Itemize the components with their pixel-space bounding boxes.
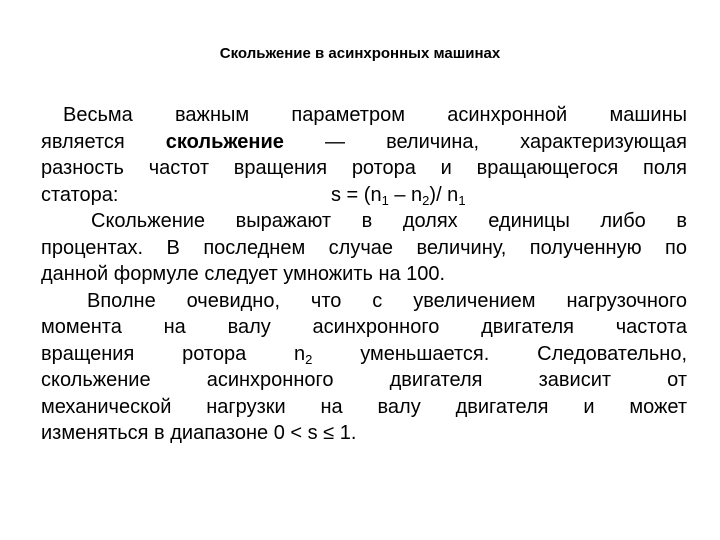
paragraph-slip-definition bbox=[41, 102, 687, 208]
text-line: момента на валу асинхронного двигателя частота bbox=[41, 316, 687, 338]
text-line bbox=[41, 182, 687, 209]
text-line: Вполне очевидно, что с увеличением нагрузочного bbox=[87, 289, 687, 312]
paragraph-slip-load bbox=[41, 288, 687, 447]
text-line: Скольжение выражают в долях единицы либо в bbox=[91, 210, 687, 232]
slide-body bbox=[41, 102, 687, 447]
text-line: является скольжение — величина, характеризующая bbox=[41, 130, 687, 153]
slide-title: Скольжение в асинхронных машинах bbox=[219, 45, 501, 62]
text-line: механической нагрузки на валу двигателя и может bbox=[41, 395, 687, 418]
paragraph-slip-units bbox=[41, 208, 687, 288]
text-line: вращения ротора $n_2$ уменьшается. Следовательно, bbox=[41, 342, 688, 367]
formula-label: статора: bbox=[41, 183, 119, 206]
text-line: процентах. В последнем случае величину, полученную по bbox=[41, 236, 687, 259]
text-line: изменяться в диапазоне 0 < s ≤ 1. bbox=[41, 422, 357, 444]
text-line: Весьма важным параметром асинхронной машины bbox=[63, 104, 687, 126]
text-line: разность частот вращения ротора и вращающегося поля bbox=[41, 157, 687, 179]
text-line: скольжение асинхронного двигателя зависит от bbox=[41, 369, 687, 391]
slip-formula: $s = (n_1 - n_2)/$ $n_1$ bbox=[331, 183, 466, 208]
term-slip: скольжение bbox=[165, 130, 284, 153]
text-line: данной формуле следует умножить на 100. bbox=[41, 263, 446, 285]
